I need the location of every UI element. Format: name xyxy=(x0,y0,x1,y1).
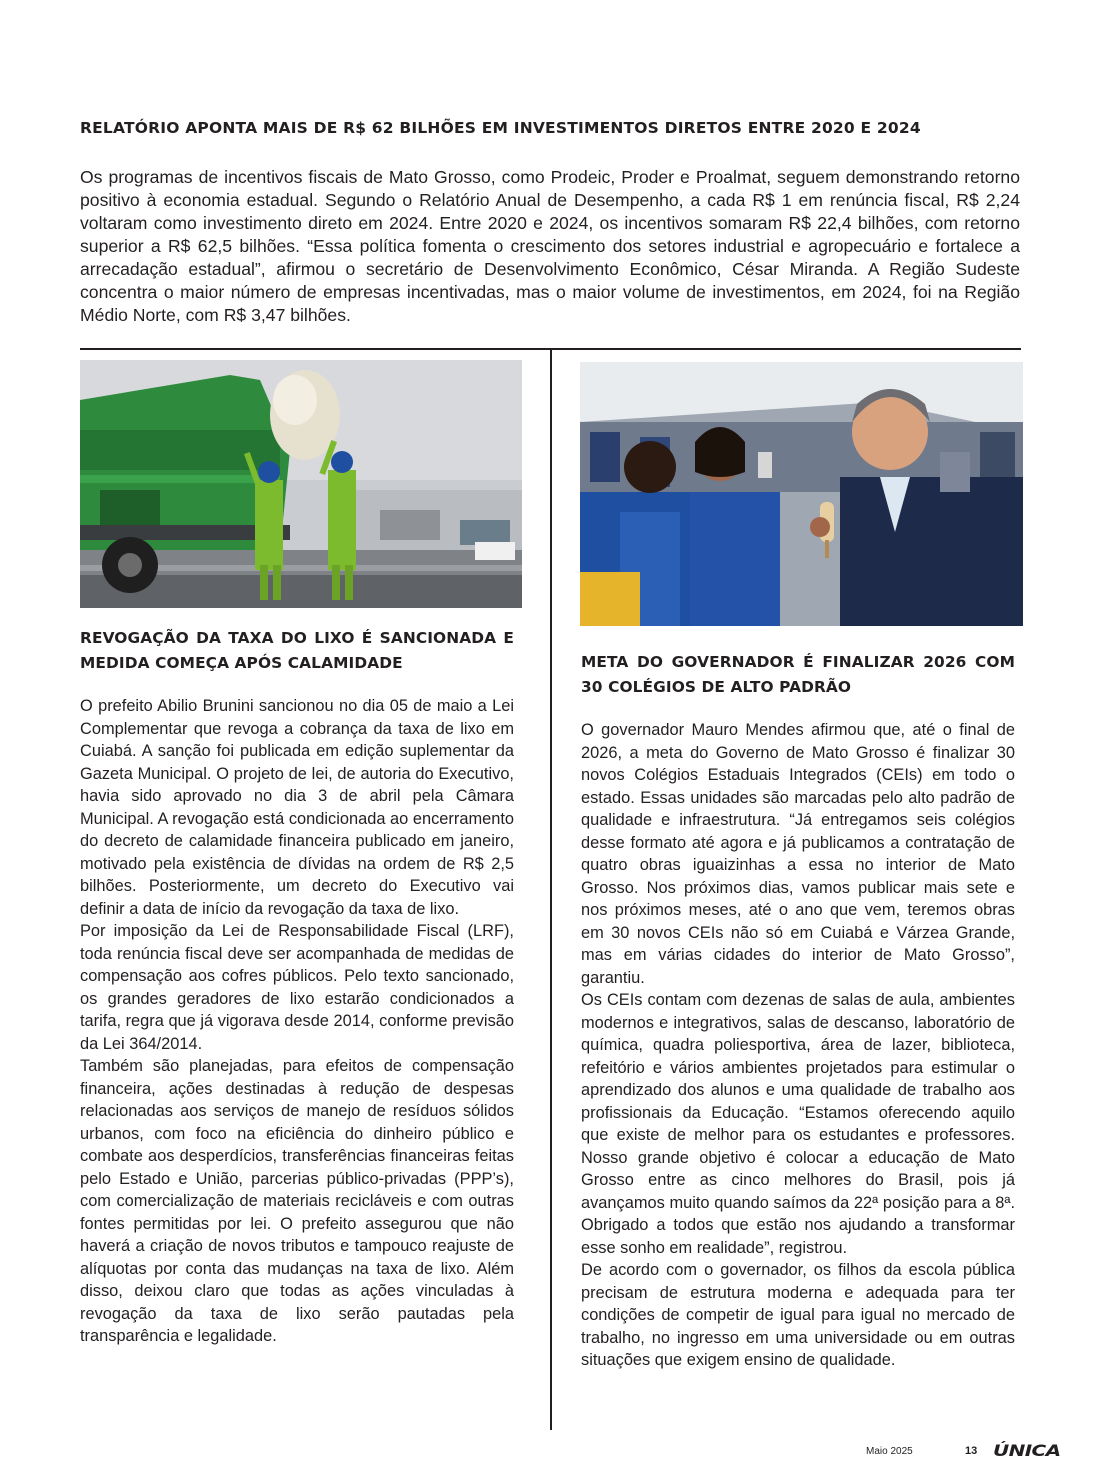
left-article-body xyxy=(80,695,514,1348)
left-article-paragraph: Também são planejadas, para efeitos de compensação financeira, ações destinadas à redução de despesas relacionadas aos serviços de manejo de resíduos sólidos urbanos, com foco na eficiência do dinheiro público e combate aos desperdícios, transferências financeiras feitas pelo Estado e União, parcerias público-privadas (PPP’s), com comercialização de materiais recicláveis e com outras fontes permitidas por lei. O prefeito assegurou que não haverá a criação de novos tributos e tampouco reajuste de alíquotas por conta das mudanças na taxa de lixo. Além disso, deixou claro que todas as ações vinculadas à revogação da taxa de lixo serão pautadas pela transparência e legalidade. xyxy=(80,1057,514,1345)
column-divider xyxy=(550,350,552,1430)
left-article-paragraph: O prefeito Abilio Brunini sancionou no dia 05 de maio a Lei Complementar que revoga a cobrança da taxa de lixo em Cuiabá. A sanção foi publicada em edição suplementar da Gazeta Municipal. O projeto de lei, de autoria do Executivo, havia sido aprovado no dia 3 de abril pela Câmara Municipal. A revogação está condicionada ao encerramento do decreto de calamidade financeira publicado em janeiro, motivado pela existência de dívidas na ordem de R$ 2,5 bilhões. Posteriormente, um decreto do Executivo vai definir a data de início da revogação da taxa de lixo. xyxy=(80,697,514,918)
page-number: 13 xyxy=(965,1445,978,1457)
footer-date: Maio 2025 xyxy=(866,1446,913,1457)
right-article-paragraph: O governador Mauro Mendes afirmou que, até o final de 2026, a meta do Governo de Mato Grosso é finalizar 30 novos Colégios Estaduais Integrados (CEIs) em todo o estado. Essas unidades são marcadas pelo alto padrão de qualidade e infraestrutura. “Já entregamos seis colégios desse formato até agora e já publicamos a contratação de quatro obras iguaizinhas a essa no interior de Mato Grosso. Nos próximos dias, vamos publicar mais sete e nos próximos meses, até o ano que vem, teremos obras em 30 novos CEIs não só em Cuiabá e Várzea Grande, mas em várias cidades do interior de Mato Grosso”, garantiu. xyxy=(581,721,1015,987)
top-article-headline: RELATÓRIO APONTA MAIS DE R$ 62 BILHÕES EM INVESTIMENTOS DIRETOS ENTRE 2020 E 2024 xyxy=(80,119,921,137)
garbage-truck-photo xyxy=(80,360,522,608)
left-article-paragraph: Por imposição da Lei de Responsabilidade Fiscal (LRF), toda renúncia fiscal deve ser acompanhada de medidas de compensação aos cofres públicos. Pelo texto sancionado, os grandes geradores de lixo estarão condicionados a tarifa, regra que já vigorava desde 2014, conforme previsão da Lei 364/2014. xyxy=(80,922,514,1053)
right-article-body xyxy=(581,719,1015,1372)
right-article-paragraph: Os CEIs contam com dezenas de salas de aula, ambientes modernos e integrativos, salas de descanso, laboratório de química, quadra poliesportiva, área de lazer, biblioteca, refeitório e vários ambientes projetados para estimular o aprendizado dos alunos e uma qualidade de trabalho aos profissionais da Educação. “Estamos oferecendo aquilo que existe de melhor para os estudantes e professores. Nosso grande objetivo é colocar a educação de Mato Grosso entre as cinco melhores do Brasil, pois já avançamos muito quando saímos da 22ª posição para a 8ª. Obrigado a todos que estão nos ajudando a transformar esse sonho em realidade”, registrou. xyxy=(581,991,1015,1257)
left-article-headline: REVOGAÇÃO DA TAXA DO LIXO É SANCIONADA E MEDIDA COMEÇA APÓS CALAMIDADE xyxy=(80,629,514,672)
right-article-headline: META DO GOVERNADOR É FINALIZAR 2026 COM 30 COLÉGIOS DE ALTO PADRÃO xyxy=(581,653,1015,696)
magazine-logo: ÚNICA xyxy=(993,1441,1061,1460)
right-article-paragraph: De acordo com o governador, os filhos da escola pública precisam de estrutura moderna e adequada para ter condições de competir de igual para igual no mercado de trabalho, no ingresso em uma universidade ou em outras situações que exigem ensino de qualidade. xyxy=(581,1261,1015,1369)
top-article-body: Os programas de incentivos fiscais de Mato Grosso, como Prodeic, Proder e Proalmat, seguem demonstrando retorno positivo à economia estadual. Segundo o Relatório Anual de Desempenho, a cada R$ 1 em renúncia fiscal, R$ 2,24 voltaram como investimento direto em 2024. Entre 2020 e 2024, os incentivos somaram R$ 22,4 bilhões, com retorno superior a R$ 62,5 bilhões. “Essa política fomenta o crescimento dos setores industrial e agropecuário e fortalece a arrecadação estadual”, afirmou o secretário de Desenvolvimento Econômico, César Miranda. A Região Sudeste concentra o maior número de empresas incentivadas, mas o maior volume de investimentos, em 2024, foi na Região Médio Norte, com R$ 3,47 bilhões. xyxy=(80,167,1020,325)
governor-students-photo xyxy=(580,362,1023,626)
